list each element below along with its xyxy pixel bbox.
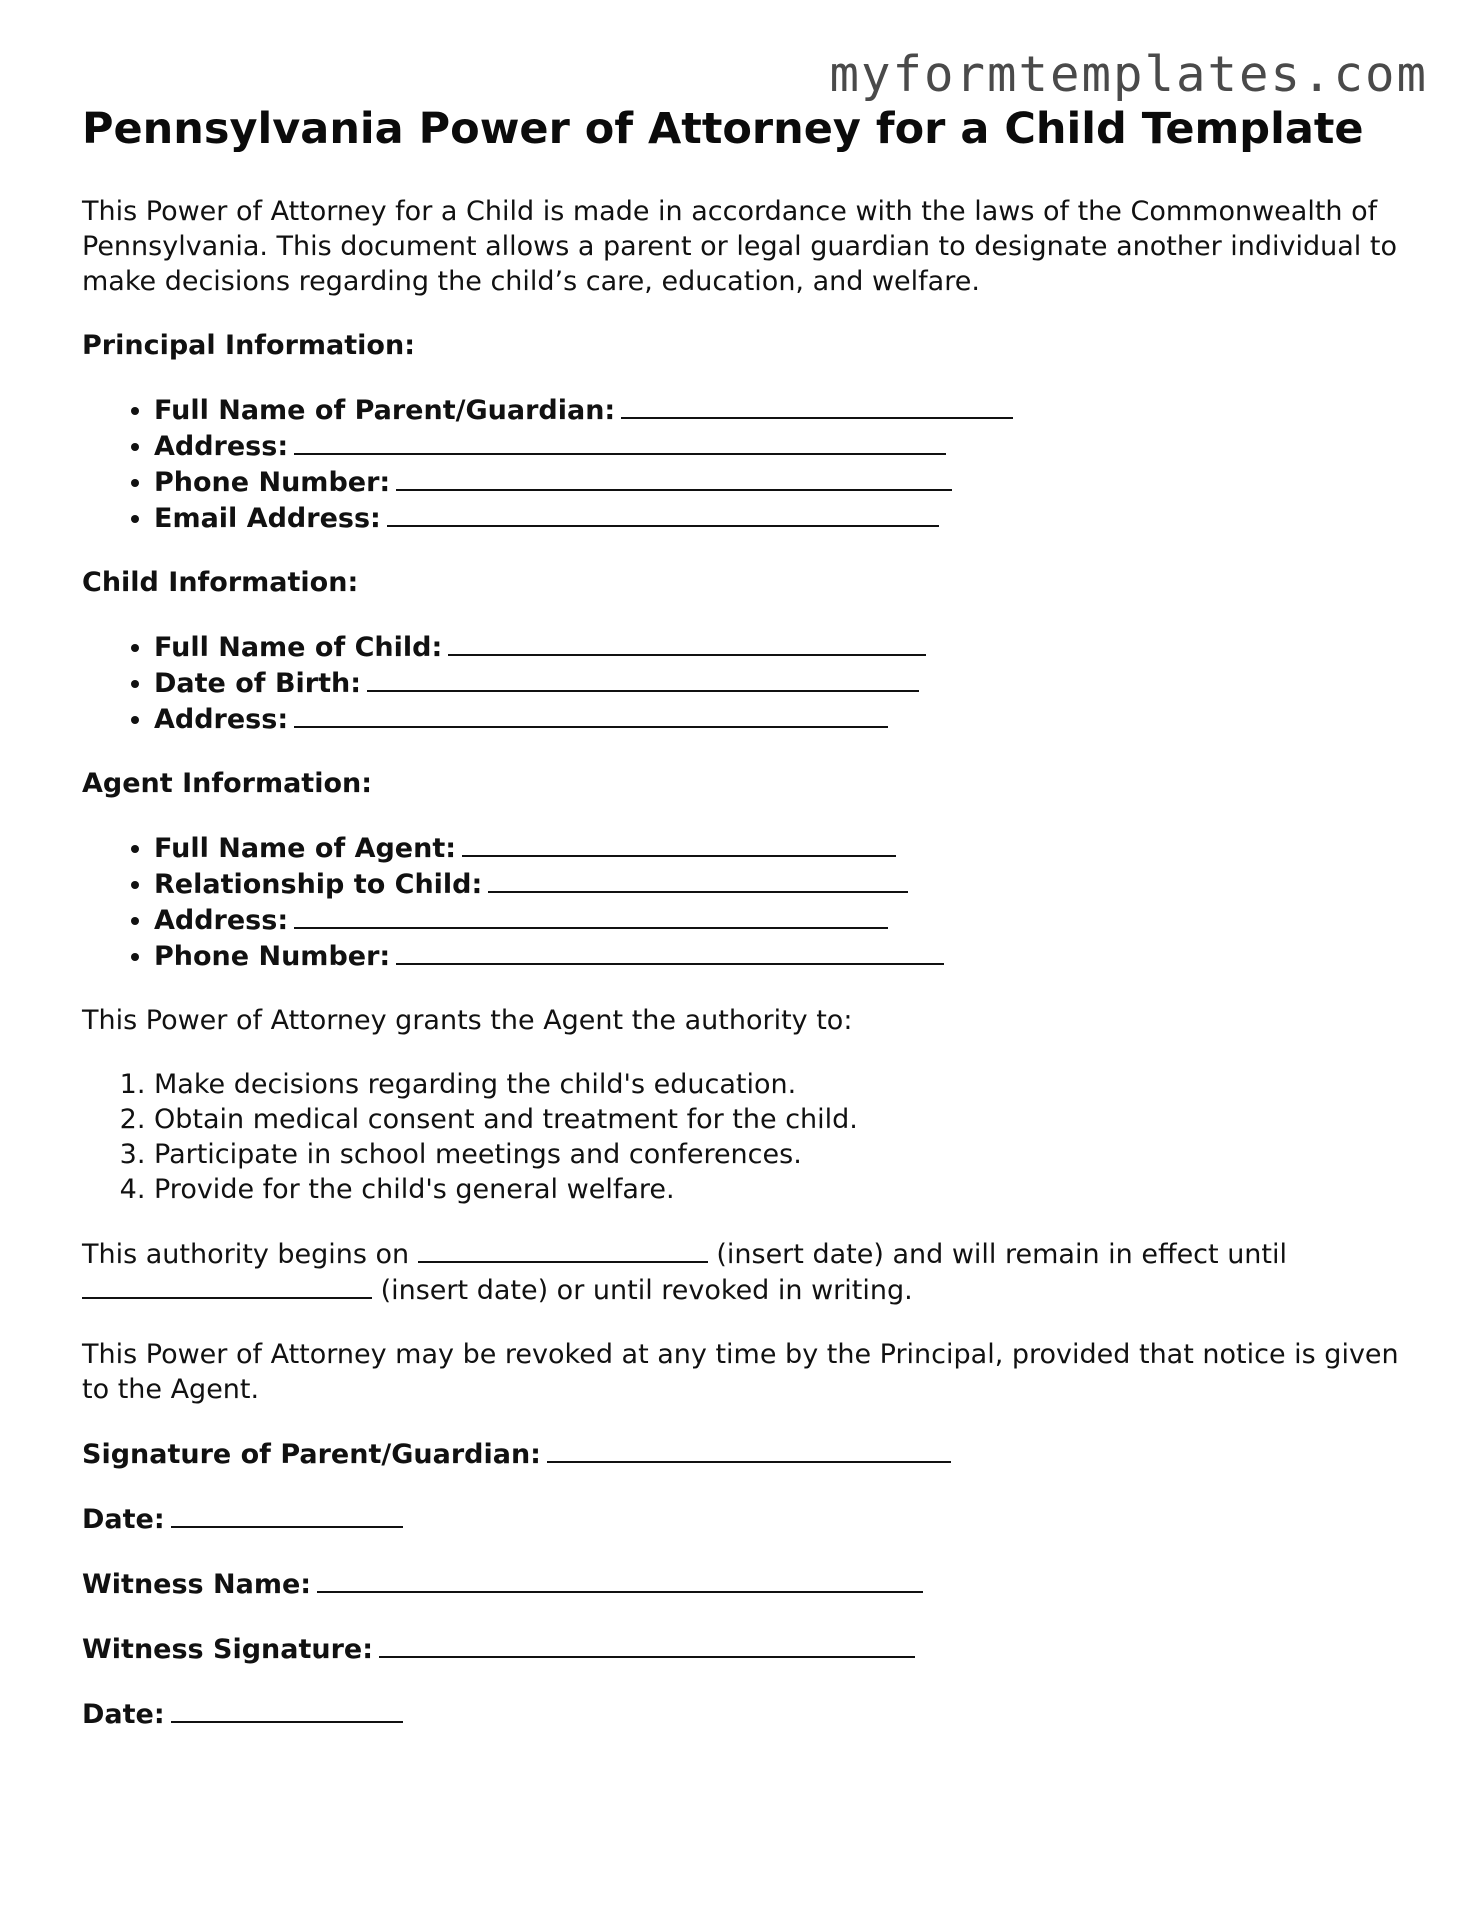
- child-heading: Child Information:: [82, 567, 359, 598]
- principal-phone-label: Phone Number:: [154, 467, 391, 498]
- agent-address-label: Address:: [154, 905, 289, 936]
- list-item: [154, 902, 1402, 938]
- agent-phone-blank[interactable]: [396, 938, 944, 965]
- revocation-paragraph: This Power of Attorney may be revoked at any time by the Principal, provided that notice is given to the Agent.: [82, 1339, 1399, 1405]
- term-text-start: This authority begins on: [82, 1239, 410, 1270]
- witness-signature-blank[interactable]: [379, 1631, 915, 1658]
- power-item: 1. Make decisions regarding the child's education.: [154, 1067, 1402, 1102]
- document-title: Pennsylvania Power of Attorney for a Child Template: [82, 104, 1364, 154]
- witness-signature-label: Witness Signature:: [82, 1634, 374, 1665]
- agent-address-blank[interactable]: [294, 902, 888, 929]
- list-item: [154, 500, 1402, 536]
- principal-address-label: Address:: [154, 431, 289, 462]
- list-item: [154, 830, 1402, 866]
- list-item: [154, 665, 1402, 701]
- child-dob-blank[interactable]: [367, 665, 919, 692]
- child-name-blank[interactable]: [448, 629, 926, 656]
- list-item: [154, 938, 1402, 974]
- term-text-middle: (insert date) and will remain in effect until: [716, 1239, 1288, 1270]
- document-page: [82, 104, 1402, 1761]
- list-item: [154, 392, 1402, 428]
- intro-paragraph: This Power of Attorney for a Child is made in accordance with the laws of the Commonwealth of Pennsylvania. This document allows a parent or legal guardian to designate another individual to make decisions regarding the child’s care, education, and welfare.: [82, 196, 1397, 297]
- child-address-blank[interactable]: [294, 701, 888, 728]
- child-field-list: [82, 629, 1402, 737]
- agent-field-list: [82, 830, 1402, 974]
- list-item: [154, 701, 1402, 737]
- child-address-label: Address:: [154, 704, 289, 735]
- principal-email-blank[interactable]: [387, 500, 939, 527]
- list-item: [154, 464, 1402, 500]
- agent-relationship-blank[interactable]: [488, 866, 908, 893]
- parent-signature-blank[interactable]: [547, 1436, 951, 1463]
- power-item: 2. Obtain medical consent and treatment for the child.: [154, 1102, 1402, 1137]
- parent-signature-label: Signature of Parent/Guardian:: [82, 1439, 541, 1470]
- child-name-label: Full Name of Child:: [154, 632, 443, 663]
- principal-phone-blank[interactable]: [396, 464, 952, 491]
- list-item: [154, 629, 1402, 665]
- principal-heading: Principal Information:: [82, 330, 416, 361]
- agent-phone-label: Phone Number:: [154, 941, 391, 972]
- witness-date-blank[interactable]: [171, 1696, 403, 1723]
- witness-date-label: Date:: [82, 1699, 165, 1730]
- list-item: [154, 866, 1402, 902]
- power-item: 4. Provide for the child's general welfare.: [154, 1172, 1402, 1207]
- principal-field-list: [82, 392, 1402, 536]
- start-date-blank[interactable]: [418, 1236, 708, 1263]
- date-blank[interactable]: [171, 1501, 403, 1528]
- witness-name-label: Witness Name:: [82, 1569, 312, 1600]
- agent-heading: Agent Information:: [82, 768, 373, 799]
- parent-name-label: Full Name of Parent/Guardian:: [154, 395, 616, 426]
- grants-intro: This Power of Attorney grants the Agent the authority to:: [82, 1005, 853, 1036]
- witness-signature-line: [82, 1631, 1402, 1667]
- parent-signature-line: [82, 1436, 1402, 1472]
- parent-name-blank[interactable]: [621, 392, 1013, 419]
- principal-email-label: Email Address:: [154, 503, 381, 534]
- date-line: [82, 1501, 1402, 1537]
- witness-name-blank[interactable]: [317, 1566, 923, 1593]
- list-item: [154, 428, 1402, 464]
- witness-date-line: [82, 1696, 1402, 1732]
- date-label: Date:: [82, 1504, 165, 1535]
- agent-name-label: Full Name of Agent:: [154, 833, 457, 864]
- watermark: myformtemplates.com: [829, 46, 1428, 103]
- witness-name-line: [82, 1566, 1402, 1602]
- term-text-end: (insert date) or until revoked in writing.: [380, 1275, 913, 1306]
- agent-relationship-label: Relationship to Child:: [154, 869, 483, 900]
- agent-name-blank[interactable]: [462, 830, 896, 857]
- end-date-blank[interactable]: [82, 1272, 372, 1299]
- child-dob-label: Date of Birth:: [154, 668, 362, 699]
- principal-address-blank[interactable]: [294, 428, 946, 455]
- power-item: 3. Participate in school meetings and conferences.: [154, 1137, 1402, 1172]
- powers-list: [82, 1067, 1402, 1207]
- term-paragraph: [82, 1236, 1402, 1308]
